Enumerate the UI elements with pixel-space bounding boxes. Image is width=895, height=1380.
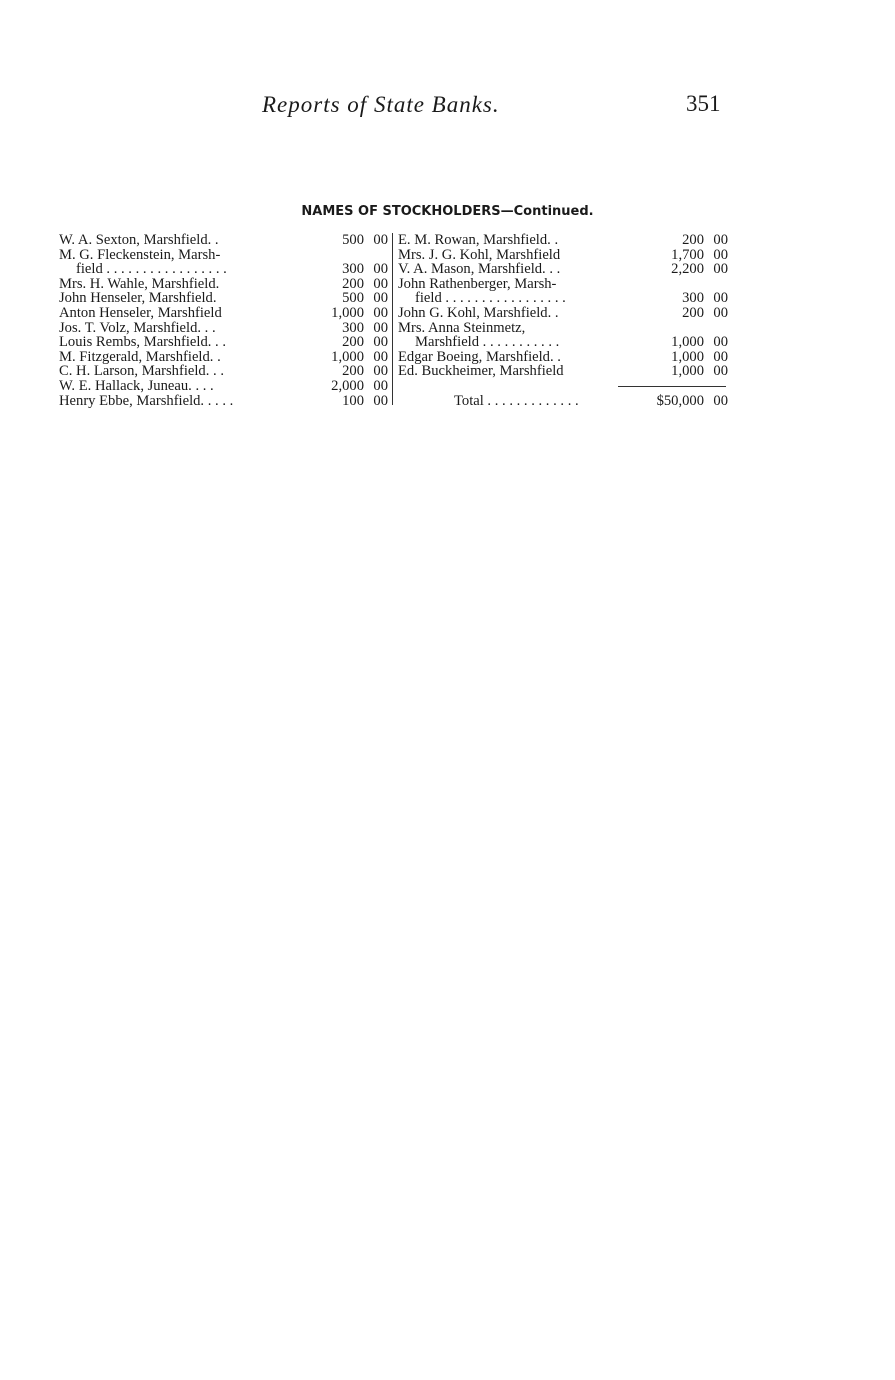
stockholder-name: field . . . . . . . . . . . . . . . . .	[415, 291, 566, 306]
stockholder-name: M. Fitzgerald, Marshfield. .	[59, 349, 221, 365]
section-title-main: NAMES OF STOCKHOLDERS	[301, 204, 501, 219]
share-amount: 1,000	[671, 334, 704, 351]
stockholder-row	[59, 379, 388, 394]
total-label: Total . . . . . . . . . . . . .	[454, 393, 579, 409]
total-rule	[618, 386, 726, 387]
share-cents: 00	[373, 392, 388, 409]
stockholder-row	[398, 335, 728, 350]
share-amount: 200	[342, 275, 364, 292]
stockholder-name: V. A. Mason, Marshfield. . .	[398, 262, 561, 277]
stockholder-row	[59, 291, 388, 306]
share-amount: 1,000	[331, 348, 364, 365]
total-cents: 00	[713, 392, 728, 409]
stockholder-name: Ed. Buckheimer, Marshfield	[398, 364, 564, 379]
share-amount: 300	[682, 290, 704, 307]
stockholder-row	[59, 364, 388, 379]
share-cents: 00	[713, 232, 728, 248]
stockholder-name: Louis Rembs, Marshfield. . .	[59, 335, 227, 350]
stockholder-name: Anton Henseler, Marshfield	[59, 305, 222, 321]
stockholder-row	[398, 248, 728, 263]
share-cents	[704, 321, 728, 336]
share-amount: 100	[342, 392, 364, 409]
share-cents: 00	[373, 290, 388, 307]
stockholder-name: Henry Ebbe, Marshfield. . . . .	[59, 393, 234, 409]
stockholders-right-column	[398, 233, 728, 408]
section-title-continued: —Continued.	[500, 204, 594, 219]
stockholder-row	[398, 321, 728, 336]
stockholder-name: John Rathenberger, Marsh-	[398, 276, 557, 292]
share-amount: 200	[682, 304, 704, 321]
share-cents: 00	[373, 377, 388, 394]
share-amount: 500	[342, 232, 364, 248]
total-rule-row	[398, 379, 728, 394]
section-title	[0, 204, 895, 219]
stockholder-row	[59, 233, 388, 248]
share-amount: 300	[342, 319, 364, 336]
stockholder-name: C. H. Larson, Marshfield. . .	[59, 364, 224, 379]
stockholder-row	[59, 277, 388, 292]
stockholder-name: field . . . . . . . . . . . . . . . . .	[76, 262, 227, 277]
total-amount: $50,000	[656, 392, 704, 409]
share-amount: 1,700	[671, 246, 704, 263]
share-cents: 00	[713, 304, 728, 321]
stockholder-name: Mrs. J. G. Kohl, Marshfield	[398, 247, 561, 263]
share-cents: 00	[373, 261, 388, 278]
stockholder-name: Marshfield . . . . . . . . . . .	[415, 335, 560, 350]
stockholder-name: John G. Kohl, Marshfield. .	[398, 305, 559, 321]
stockholder-name: John Henseler, Marshfield.	[59, 291, 217, 306]
share-amount: 1,000	[671, 348, 704, 365]
stockholder-name: Mrs. Anna Steinmetz,	[398, 320, 526, 336]
share-cents: 00	[373, 319, 388, 336]
share-cents: 00	[713, 290, 728, 307]
share-amount: 200	[342, 334, 364, 351]
stockholder-row	[398, 277, 728, 292]
share-cents: 00	[373, 363, 388, 380]
share-amount: 500	[342, 290, 364, 307]
stockholder-row	[398, 306, 728, 321]
share-cents: 00	[373, 304, 388, 321]
share-amount: 200	[342, 363, 364, 380]
share-cents: 00	[373, 275, 388, 292]
stockholder-row	[398, 291, 728, 306]
stockholder-name: W. A. Sexton, Marshfield. .	[59, 233, 219, 248]
share-amount: 1,000	[671, 363, 704, 380]
share-cents: 00	[713, 334, 728, 351]
share-amount	[644, 277, 704, 292]
share-amount: 1,000	[331, 304, 364, 321]
stockholder-name: Edgar Boeing, Marshfield. .	[398, 349, 561, 365]
stockholder-row	[59, 262, 388, 277]
stockholder-row	[59, 335, 388, 350]
stockholder-row	[59, 306, 388, 321]
share-cents: 00	[373, 232, 388, 248]
share-cents: 00	[373, 334, 388, 351]
share-cents: 00	[713, 363, 728, 380]
share-cents: 00	[373, 348, 388, 365]
share-amount: 2,000	[331, 377, 364, 394]
share-cents: 00	[713, 348, 728, 365]
stockholder-row	[398, 350, 728, 365]
stockholder-row	[59, 248, 388, 263]
stockholders-left-column	[59, 233, 388, 408]
share-amount	[306, 248, 364, 263]
stockholder-row	[59, 321, 388, 336]
share-cents: 00	[713, 261, 728, 278]
share-cents: 00	[713, 246, 728, 263]
stockholder-row	[398, 262, 728, 277]
stockholder-row	[398, 233, 728, 248]
stockholder-name: M. G. Fleckenstein, Marsh-	[59, 247, 221, 263]
share-cents	[364, 248, 388, 263]
running-title: Reports of State Banks.	[262, 92, 500, 117]
share-cents	[704, 277, 728, 292]
stockholder-row	[398, 364, 728, 379]
total-row	[398, 394, 728, 409]
stockholder-row	[59, 394, 388, 409]
share-amount	[644, 321, 704, 336]
stockholder-name: Mrs. H. Wahle, Marshfield.	[59, 276, 220, 292]
page-number: 351	[686, 91, 721, 116]
share-amount: 200	[682, 232, 704, 248]
stockholder-row	[59, 350, 388, 365]
share-amount: 2,200	[671, 261, 704, 278]
column-divider	[392, 233, 393, 405]
share-amount: 300	[342, 261, 364, 278]
stockholder-name: Jos. T. Volz, Marshfield. . .	[59, 320, 216, 336]
stockholder-name: W. E. Hallack, Juneau. . . .	[59, 378, 214, 394]
stockholder-name: E. M. Rowan, Marshfield. .	[398, 233, 559, 248]
